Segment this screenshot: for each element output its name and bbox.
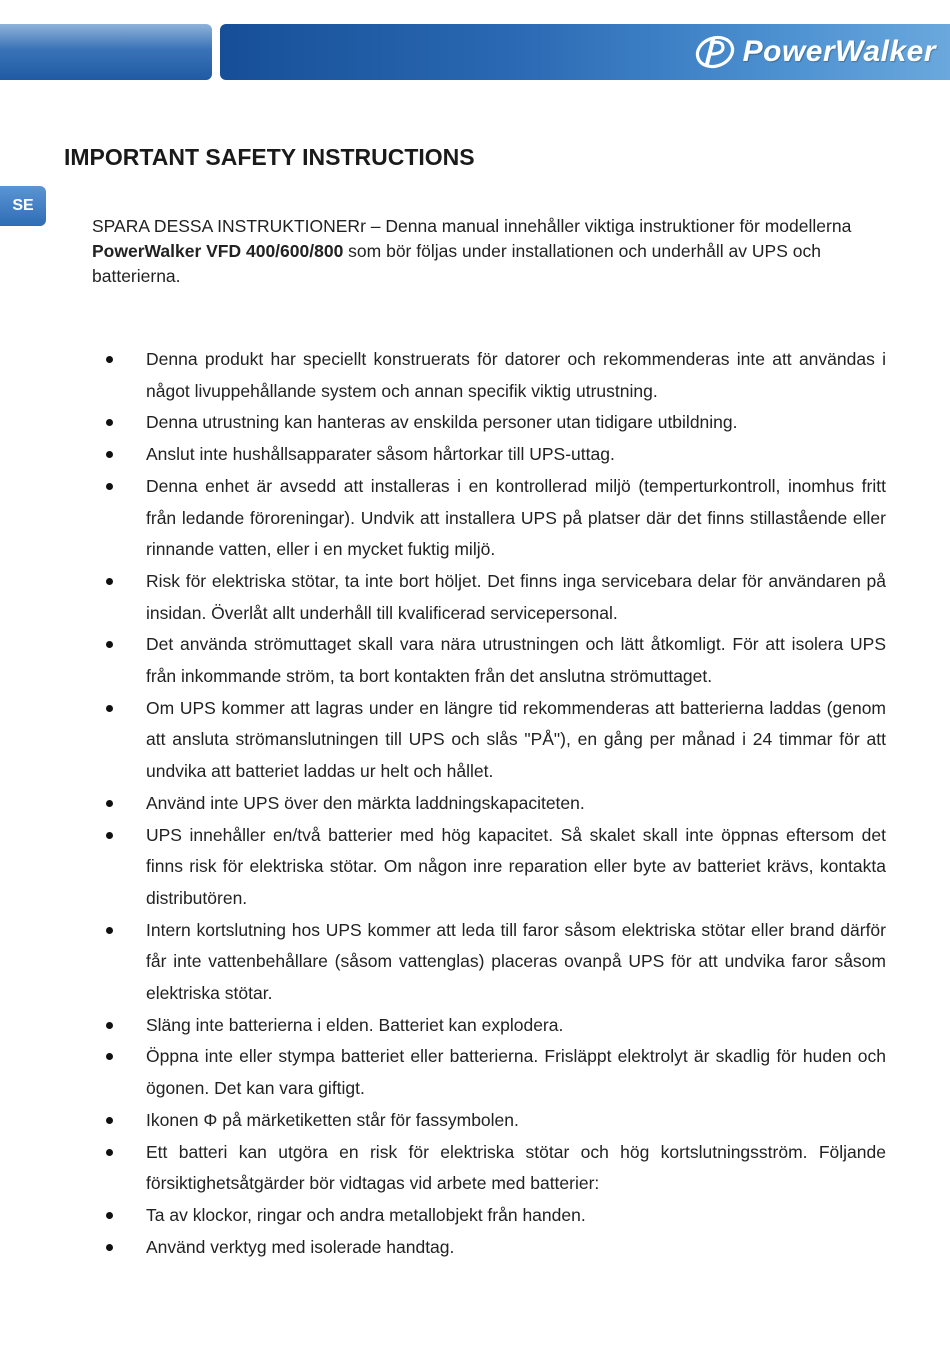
bullet-icon: [106, 1212, 113, 1219]
list-item-text: Ett batteri kan utgöra en risk för elektriska stötar och hög kortslutningsström. Följande försiktighetsåtgärder bör vidtagas vid arbete med batterier:: [146, 1141, 886, 1194]
bullet-icon: [106, 483, 113, 490]
bullet-icon: [106, 927, 113, 934]
bullet-icon: [106, 1117, 113, 1124]
list-item-text: Använd verktyg med isolerade handtag.: [146, 1236, 455, 1257]
bullet-icon: [106, 1022, 113, 1029]
powerwalker-logo-icon: [693, 34, 739, 70]
list-item: [100, 693, 886, 788]
list-item-text: Intern kortslutning hos UPS kommer att leda till faror såsom elektriska stötar eller brand därför får inte vattenbehållare (såsom vattenglas) placeras ovanpå UPS för att undvika faror såsom elektriska stötar.: [146, 919, 886, 1004]
safety-instructions-list: [100, 344, 886, 1263]
bullet-icon: [106, 1244, 113, 1251]
list-item: [100, 1232, 886, 1264]
logo-text: PowerWalker: [742, 35, 936, 68]
list-item: [100, 1010, 886, 1042]
list-item: [100, 820, 886, 915]
bullet-icon: [106, 451, 113, 458]
list-item-text: Denna utrustning kan hanteras av enskilda personer utan tidigare utbildning.: [146, 412, 738, 433]
brand-logo: [693, 34, 936, 70]
bullet-icon: [106, 1149, 113, 1156]
list-item-text: Ikonen Φ på märketiketten står för fassymbolen.: [146, 1109, 519, 1130]
intro-text-2: som bör följas under installationen och underhåll av UPS och batterierna.: [92, 241, 821, 286]
list-item-text: Ta av klockor, ringar och andra metallobjekt från handen.: [146, 1204, 586, 1225]
page-title: IMPORTANT SAFETY INSTRUCTIONS: [64, 144, 475, 170]
bullet-icon: [106, 578, 113, 585]
list-item: [100, 629, 886, 692]
list-item-text: Det använda strömuttaget skall vara nära utrustningen och lätt åtkomligt. För att isolera UPS från inkommande ström, ta bort kontakten från det anslutna strömuttaget.: [146, 634, 886, 687]
bullet-icon: [106, 641, 113, 648]
list-item-text: Anslut inte hushållsapparater såsom hårtorkar till UPS-uttag.: [146, 444, 615, 465]
bullet-icon: [106, 356, 113, 363]
list-item-text: Denna produkt har speciellt konstruerats för datorer och rekommenderas inte att användas i något livuppehållande system och annan specifik viktig utrustning.: [146, 349, 886, 401]
list-item-text: Släng inte batterierna i elden. Batteriet kan explodera.: [146, 1014, 564, 1035]
list-item: [100, 471, 886, 566]
list-item-text: Öppna inte eller stympa batteriet eller batterierna. Frisläppt elektrolyt är skadlig för huden och ögonen. Det kan vara giftigt.: [146, 1046, 886, 1099]
list-item: [100, 1105, 886, 1137]
header-band-right: [220, 24, 950, 80]
bullet-icon: [106, 832, 113, 839]
list-item-text: Om UPS kommer att lagras under en längre tid rekommenderas att batterierna laddas (genom att ansluta strömanslutningen till UPS och slås "PÅ"), en gång per månad i 24 timmar för att undvika att batteriet laddas ur helt och hållet.: [146, 697, 886, 782]
intro-text-1: SPARA DESSA INSTRUKTIONERr – Denna manual innehåller viktiga instruktioner för modellerna: [92, 216, 852, 236]
language-tab: [0, 186, 46, 226]
list-item: [100, 788, 886, 820]
list-item: [100, 439, 886, 471]
list-item: [100, 407, 886, 439]
bullet-icon: [106, 800, 113, 807]
list-item-text: Denna enhet är avsedd att installeras i en kontrollerad miljö (temperturkontroll, inomhus fritt från ledande föroreningar). Undvik att installera UPS på platser där det finns stillastående eller rinnande vatten, eller i en mycket fuktig miljö.: [146, 475, 886, 560]
list-item: [100, 1041, 886, 1104]
list-item-text: UPS innehåller en/två batterier med hög kapacitet. Så skalet skall inte öppnas eftersom det finns risk för elektriska stötar. Om någon inre reparation eller byte av batteriet krävs, kontakta distributören.: [146, 824, 886, 908]
list-item: [100, 1200, 886, 1232]
bullet-icon: [106, 705, 113, 712]
intro-paragraph: [92, 214, 882, 289]
list-item-text: Använd inte UPS över den märkta laddningskapaciteten.: [146, 792, 585, 813]
bullet-icon: [106, 419, 113, 426]
header-band-left: [0, 24, 212, 80]
list-item: [100, 915, 886, 1010]
list-item-text: Risk för elektriska stötar, ta inte bort höljet. Det finns inga servicebara delar för användaren på insidan. Överlåt allt underhåll till kvalificerad servicepersonal.: [146, 570, 886, 623]
bullet-icon: [106, 1053, 113, 1060]
list-item: [100, 1137, 886, 1200]
intro-model: PowerWalker VFD 400/600/800: [92, 241, 344, 261]
language-tab-label: SE: [12, 197, 34, 214]
list-item: [100, 344, 886, 407]
list-item: [100, 566, 886, 629]
